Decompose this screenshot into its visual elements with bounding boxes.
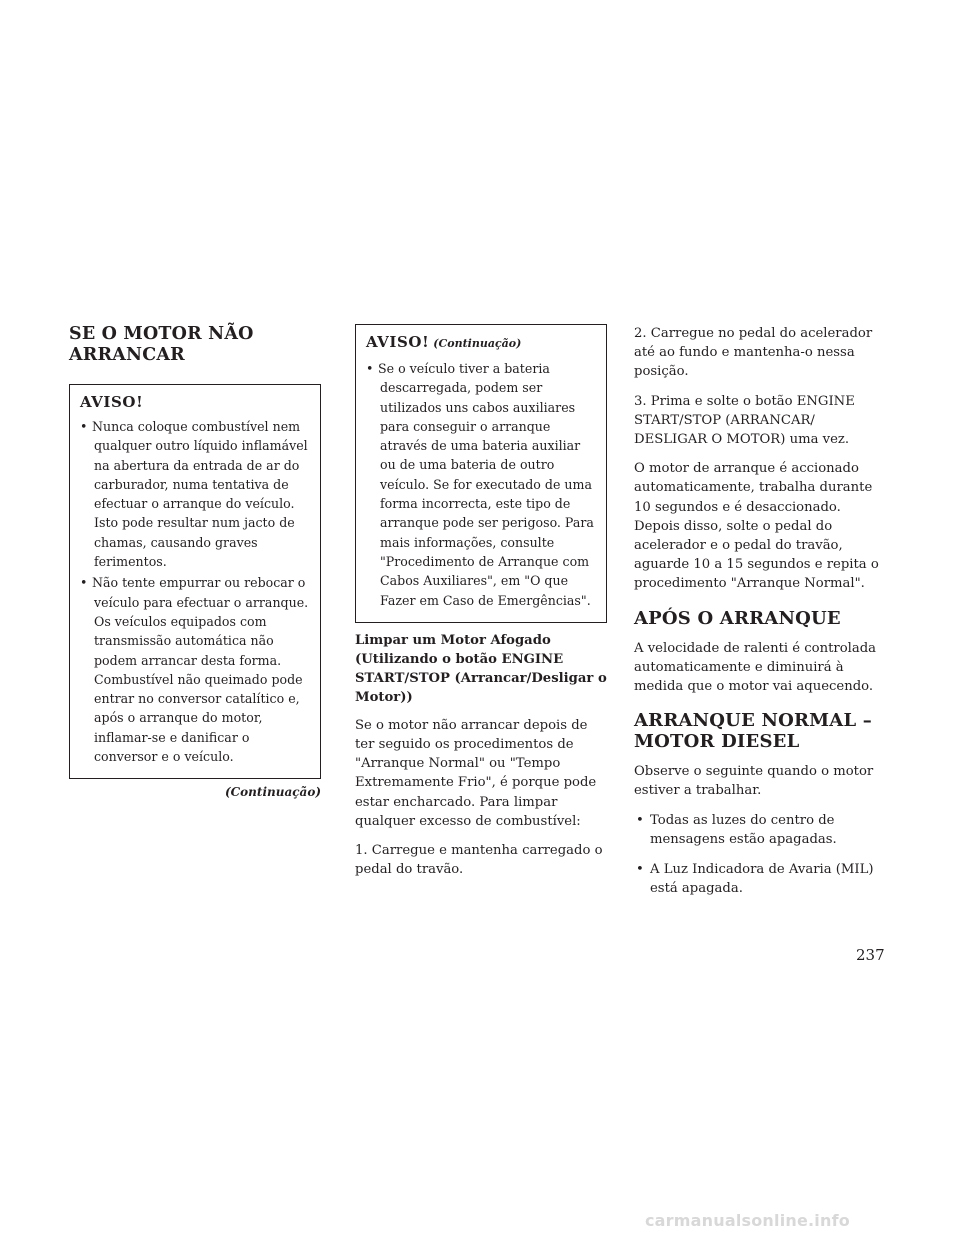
step-1: 1. Carregue e mantenha carregado o pedal do travão. bbox=[355, 843, 603, 878]
warning-item: • Se o veículo tiver a bateria descarregada, podem ser utilizados uns cabos auxiliares para conseguir o arranque através de uma bateria auxiliar ou de uma bateria de outro veículo. Se for executado de uma forma incorrecta, este tipo de arranque pode ser perigoso. Para mais informações, consulte "Procedimento de Arranque com Cabos Auxiliares", em "O que Fazer em Caso de Emergências". bbox=[366, 359, 596, 610]
column-middle bbox=[355, 324, 607, 889]
paragraph-flooded-intro: Se o motor não arrancar depois de ter seguido os procedimentos de "Arranque Normal" ou "Tempo Extremamente Frio", é porque pode estar encharcado. Para limpar qualquer excesso de combustível: bbox=[355, 717, 597, 829]
page-number: 237 bbox=[856, 946, 885, 964]
step-3: 3. Prima e solte o botão ENGINE START/STOP (ARRANCAR/ DESLIGAR O MOTOR) uma vez. bbox=[634, 393, 855, 448]
section-heading-diesel: ARRANQUE NORMAL – MOTOR DIESEL bbox=[634, 710, 872, 753]
watermark-text: carmanualsonline.info bbox=[645, 1211, 850, 1230]
warning-item: • Não tente empurrar ou rebocar o veículo para efectuar o arranque. Os veículos equipados com transmissão automática não podem arrancar desta forma. Combustível não queimado pode entrar no conversor catalítico e, após o arranque do motor, inflamar-se e danificar o conversor e o veículo. bbox=[80, 573, 310, 766]
warning-list bbox=[80, 417, 310, 766]
column-left bbox=[69, 324, 321, 799]
diesel-checklist bbox=[634, 811, 885, 899]
section-heading-engine-not-start: SE O MOTOR NÃO ARRANCAR bbox=[69, 324, 254, 365]
warning-box-continued bbox=[355, 324, 607, 623]
paragraph-diesel: Observe o seguinte quando o motor estiver a trabalhar. bbox=[634, 764, 874, 799]
section-heading-after-start: APÓS O ARRANQUE bbox=[634, 607, 841, 629]
warning-title-text: AVISO! bbox=[366, 333, 430, 351]
subheading-flooded-engine: Limpar um Motor Afogado (Utilizando o botão ENGINE START/STOP (Arrancar/Desligar o Motor)) bbox=[355, 632, 607, 705]
list-item: • Todas as luzes do centro de mensagens estão apagadas. bbox=[634, 811, 885, 849]
column-right bbox=[634, 324, 885, 909]
warning-title bbox=[366, 333, 596, 353]
warning-box bbox=[69, 384, 321, 779]
warning-title-continued: (Continuação) bbox=[433, 337, 522, 350]
warning-title: AVISO! bbox=[80, 393, 144, 411]
warning-list bbox=[366, 359, 596, 610]
paragraph-starter: O motor de arranque é accionado automaticamente, trabalha durante 10 segundos e é desaccionado. Depois disso, solte o pedal do acelerador e o pedal do travão, aguarde 10 a 15 segundos e repita o procedimento "Arranque Normal". bbox=[634, 461, 879, 592]
step-2: 2. Carregue no pedal do acelerador até ao fundo e mantenha-o nessa posição. bbox=[634, 326, 873, 380]
paragraph-after-start: A velocidade de ralenti é controlada automaticamente e diminuirá à medida que o motor vai aquecendo. bbox=[634, 640, 877, 695]
list-item: • A Luz Indicadora de Avaria (MIL) está apagada. bbox=[634, 860, 885, 898]
continued-note: (Continuação) bbox=[224, 785, 321, 800]
warning-item: • Nunca coloque combustível nem qualquer outro líquido inflamável na abertura da entrada de ar do carburador, numa tentativa de efectuar o arranque do veículo. Isto pode resultar num jacto de chamas, causando graves ferimentos. bbox=[80, 417, 310, 571]
